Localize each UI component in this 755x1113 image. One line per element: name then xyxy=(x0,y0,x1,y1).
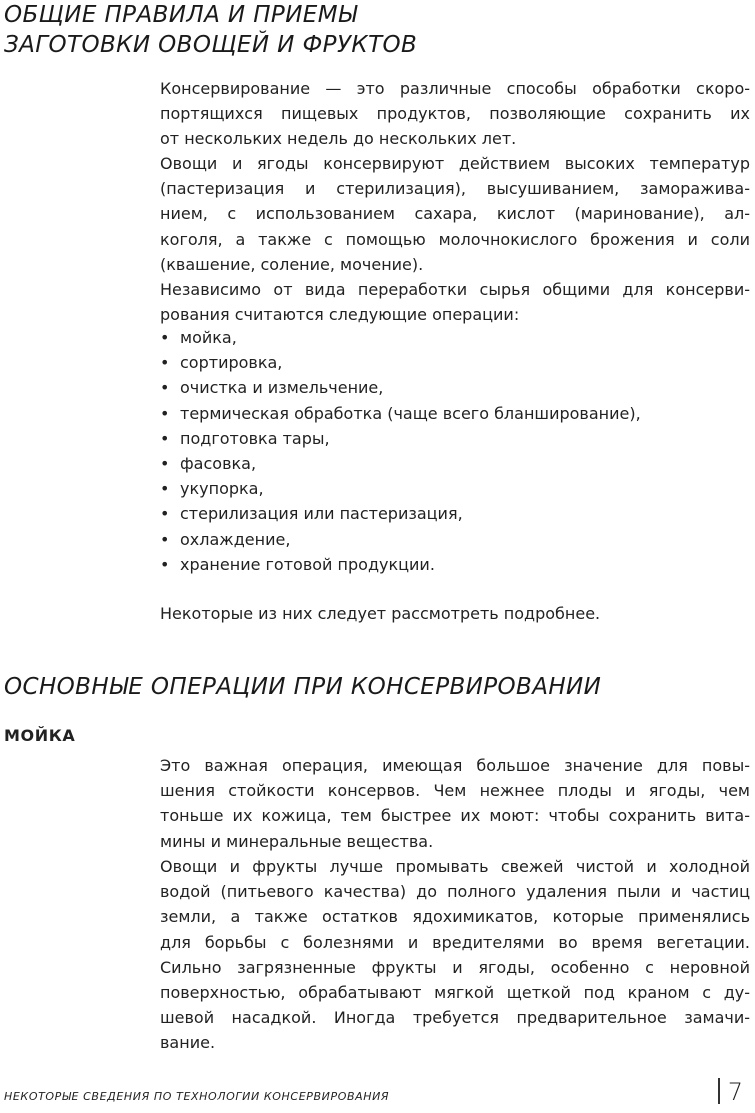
washing-paragraph-2 xyxy=(160,854,750,1056)
operations-intro-paragraph xyxy=(160,277,750,327)
text-line: шевой насадкой. Иногда требуется предварительное замачи- xyxy=(160,1008,750,1028)
text-line: водой (питьевого качества) до полного удаления пыли и частиц xyxy=(160,882,750,902)
list-item: • стерилизация или пастеризация, xyxy=(160,504,463,524)
closing-paragraph: Некоторые из них следует рассмотреть подробнее. xyxy=(160,604,601,623)
page-number: 7 xyxy=(718,1078,743,1106)
text-line: коголя, а также с помощью молочнокислого брожения и соли xyxy=(160,229,750,249)
list-item: • подготовка тары, xyxy=(160,428,330,448)
text-line: Независимо от вида переработки сырья общими для консерви- xyxy=(160,280,750,299)
text-line: Это важная операция, имеющая большое значение для повы- xyxy=(160,756,750,775)
text-line: Сильно загрязненные фрукты и ягоды, особенно с неровной xyxy=(160,957,750,977)
list-item: • охлаждение, xyxy=(160,529,291,549)
list-item: • хранение готовой продукции. xyxy=(160,554,435,574)
text-line: вание. xyxy=(160,1033,216,1053)
text-line: Овощи и фрукты лучше промывать свежей чистой и холодной xyxy=(160,857,750,876)
text-line: тоньше их кожица, тем быстрее их моют: чтобы сохранить вита- xyxy=(160,806,750,826)
text-line: рования считаются следующие операции: xyxy=(160,305,520,325)
list-item: • укупорка, xyxy=(160,479,264,499)
list-item: • термическая обработка (чаще всего бланширование), xyxy=(160,403,641,423)
section2-title: ОСНОВНЫЕ ОПЕРАЦИИ ПРИ КОНСЕРВИРОВАНИИ xyxy=(4,674,602,700)
section-title-line: ЗАГОТОВКИ ОВОЩЕЙ И ФРУКТОВ xyxy=(4,32,418,58)
text-line: Овощи и ягоды консервируют действием высоких температур xyxy=(160,154,750,173)
intro-paragraph xyxy=(160,76,750,152)
text-line: шения стойкости консервов. Чем нежнее плоды и ягоды, чем xyxy=(160,781,750,801)
washing-paragraph-1 xyxy=(160,753,750,854)
text-line: Консервирование — это различные способы обработки скоро- xyxy=(160,79,750,98)
list-item: • мойка, xyxy=(160,328,237,347)
methods-paragraph xyxy=(160,151,750,277)
running-footer: НЕКОТОРЫЕ СВЕДЕНИЯ ПО ТЕХНОЛОГИИ КОНСЕРВИРОВАНИЯ xyxy=(4,1090,390,1103)
operations-list xyxy=(160,325,641,577)
text-line: (квашение, соление, мочение). xyxy=(160,254,424,274)
text-line: портящихся пищевых продуктов, позволяющие сохранить их xyxy=(160,104,750,124)
text-line: для борьбы с болезнями и вредителями во время вегетации. xyxy=(160,932,750,952)
text-line: нием, с использованием сахара, кислот (маринование), ал- xyxy=(160,204,750,224)
text-line: земли, а также остатков ядохимикатов, которые применялись xyxy=(160,907,750,927)
text-line: мины и минеральные вещества. xyxy=(160,831,434,851)
subsection-title: МОЙКА xyxy=(4,726,76,745)
list-item: • сортировка, xyxy=(160,353,283,373)
text-line: от нескольких недель до нескольких лет. xyxy=(160,129,517,149)
text-line: поверхностью, обрабатывают мягкой щеткой под краном с ду- xyxy=(160,982,750,1002)
section-title xyxy=(4,0,417,60)
section-title-line: ОБЩИЕ ПРАВИЛА И ПРИЕМЫ xyxy=(4,2,358,28)
list-item: • очистка и измельчение, xyxy=(160,378,384,398)
text-line: (пастеризация и стерилизация), высушиванием, заморажива- xyxy=(160,179,750,199)
page-number-divider xyxy=(718,1078,720,1104)
list-item: • фасовка, xyxy=(160,454,257,474)
